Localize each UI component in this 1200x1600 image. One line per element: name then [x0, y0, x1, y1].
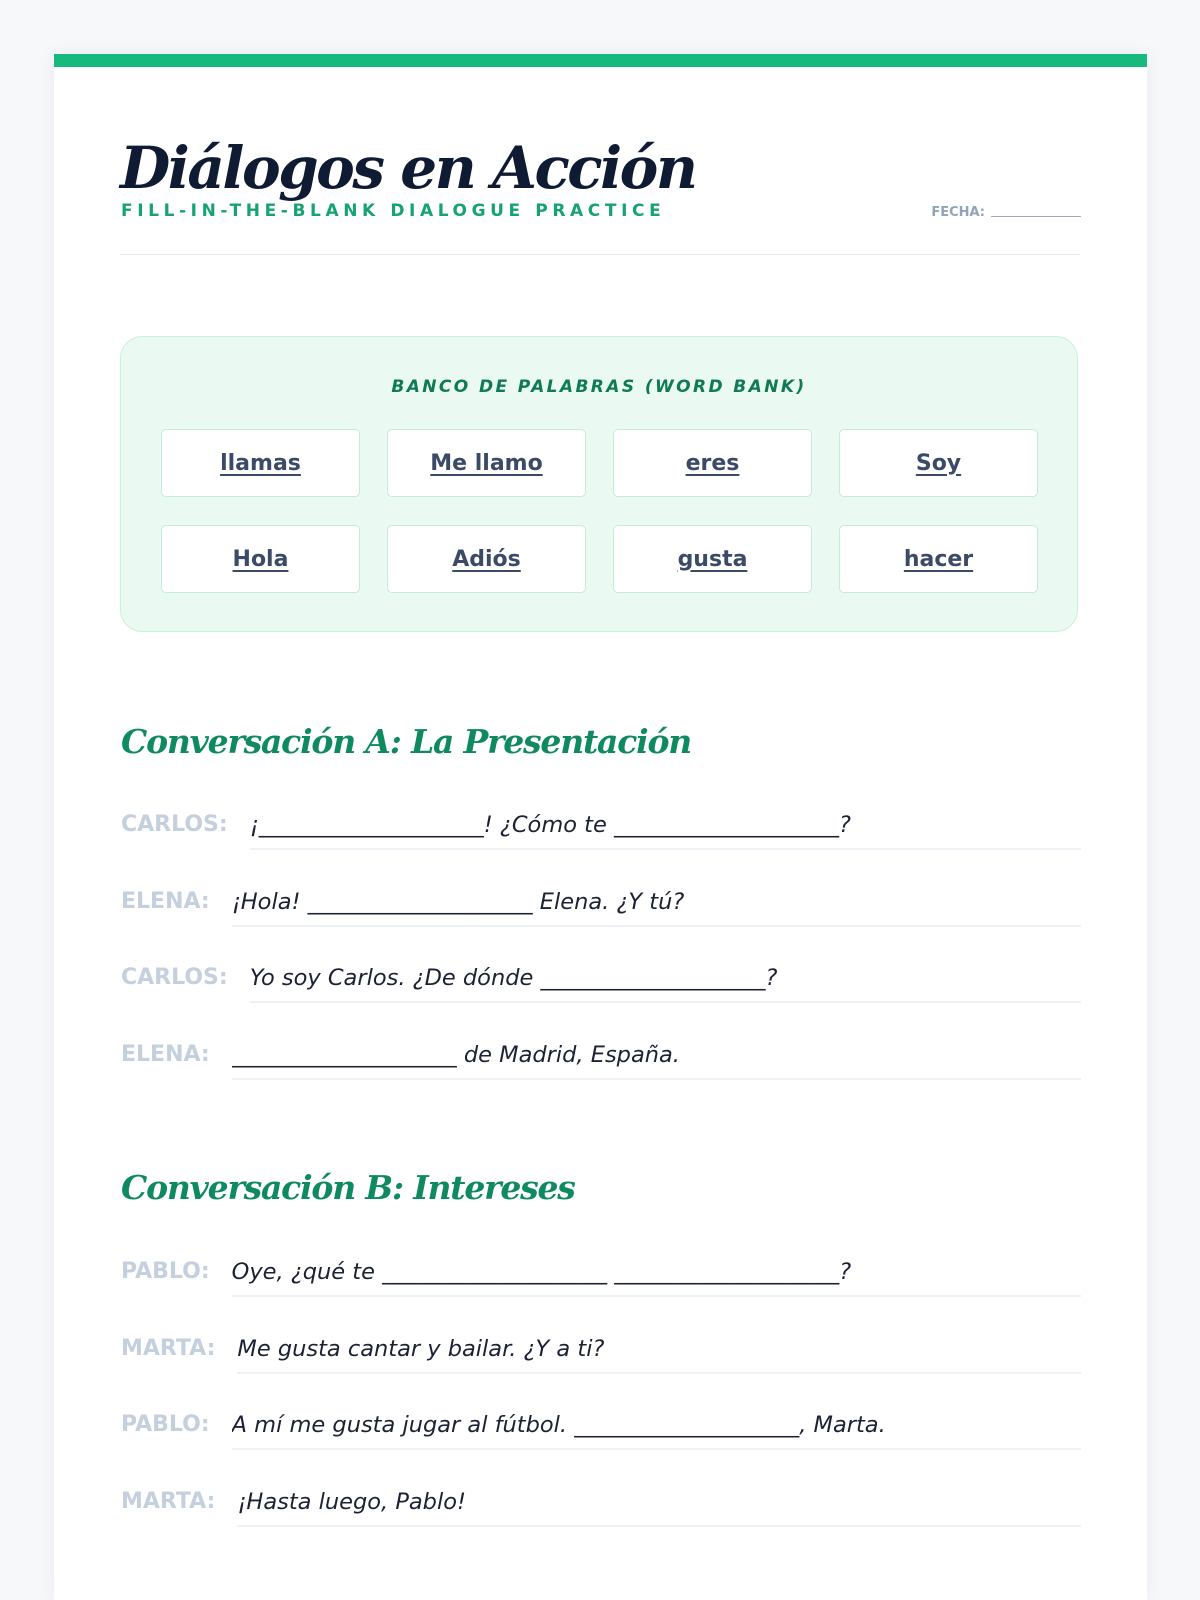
dialogue-text[interactable]: Yo soy Carlos. ¿De dónde ____________________?: [250, 953, 1081, 1003]
word-chip[interactable]: llamas: [161, 429, 360, 497]
word-chip[interactable]: Soy: [839, 429, 1038, 497]
speaker-label: MARTA:: [121, 1335, 216, 1361]
dialogue-line: [121, 1247, 1081, 1324]
dialogue-line: [121, 1324, 1081, 1401]
conversation-b-heading: Conversación B: Intereses: [121, 1168, 575, 1207]
speaker-label: PABLO:: [121, 1259, 210, 1284]
dialogue-text[interactable]: ¡Hola! ____________________ Elena. ¿Y tú?: [232, 877, 1081, 927]
word-chip[interactable]: Me llamo: [387, 429, 586, 497]
dialogue-line: [121, 1030, 1081, 1107]
word-chip[interactable]: eres: [613, 429, 812, 497]
word-chip[interactable]: hacer: [839, 525, 1038, 593]
conversation-b-dialogue: [121, 1247, 1081, 1553]
word-bank: [120, 336, 1078, 632]
speaker-label: CARLOS:: [121, 965, 228, 990]
speaker-label: MARTA:: [121, 1488, 216, 1514]
top-accent-bar: [54, 54, 1147, 67]
worksheet-page: [54, 54, 1147, 1600]
dialogue-line: [121, 1477, 1081, 1554]
header-divider: [120, 254, 1080, 255]
page-subtitle: FILL-IN-THE-BLANK DIALOGUE PRACTICE: [121, 201, 666, 221]
word-bank-grid: [161, 429, 1038, 593]
speaker-label: ELENA:: [121, 888, 210, 914]
dialogue-line: [121, 877, 1081, 954]
page-title: Diálogos en Acción: [120, 134, 696, 202]
conversation-a-dialogue: [121, 800, 1081, 1106]
dialogue-text[interactable]: Oye, ¿qué te ____________________ ____________________?: [232, 1247, 1081, 1297]
dialogue-text[interactable]: ¡____________________! ¿Cómo te ____________________?: [250, 800, 1081, 850]
speaker-label: PABLO:: [121, 1412, 210, 1437]
dialogue-text[interactable]: Me gusta cantar y bailar. ¿Y a ti?: [237, 1324, 1081, 1374]
dialogue-text[interactable]: ¡Hasta luego, Pablo!: [237, 1477, 1081, 1527]
speaker-label: ELENA:: [121, 1041, 210, 1067]
dialogue-text[interactable]: ____________________ de Madrid, España.: [232, 1030, 1081, 1080]
word-chip[interactable]: gusta: [613, 525, 812, 593]
word-chip[interactable]: Adiós: [387, 525, 586, 593]
date-blank-line[interactable]: [991, 204, 1081, 217]
conversation-a-heading: Conversación A: La Presentación: [121, 722, 692, 761]
dialogue-line: [121, 1400, 1081, 1477]
word-chip[interactable]: Hola: [161, 525, 360, 593]
date-label: FECHA:: [931, 205, 985, 220]
date-field: [931, 204, 1081, 220]
word-bank-title: BANCO DE PALABRAS (WORD BANK): [391, 377, 807, 397]
speaker-label: CARLOS:: [121, 812, 228, 837]
dialogue-line: [121, 953, 1081, 1030]
dialogue-line: [121, 800, 1081, 877]
dialogue-text[interactable]: A mí me gusta jugar al fútbol. ____________________, Marta.: [232, 1400, 1081, 1450]
